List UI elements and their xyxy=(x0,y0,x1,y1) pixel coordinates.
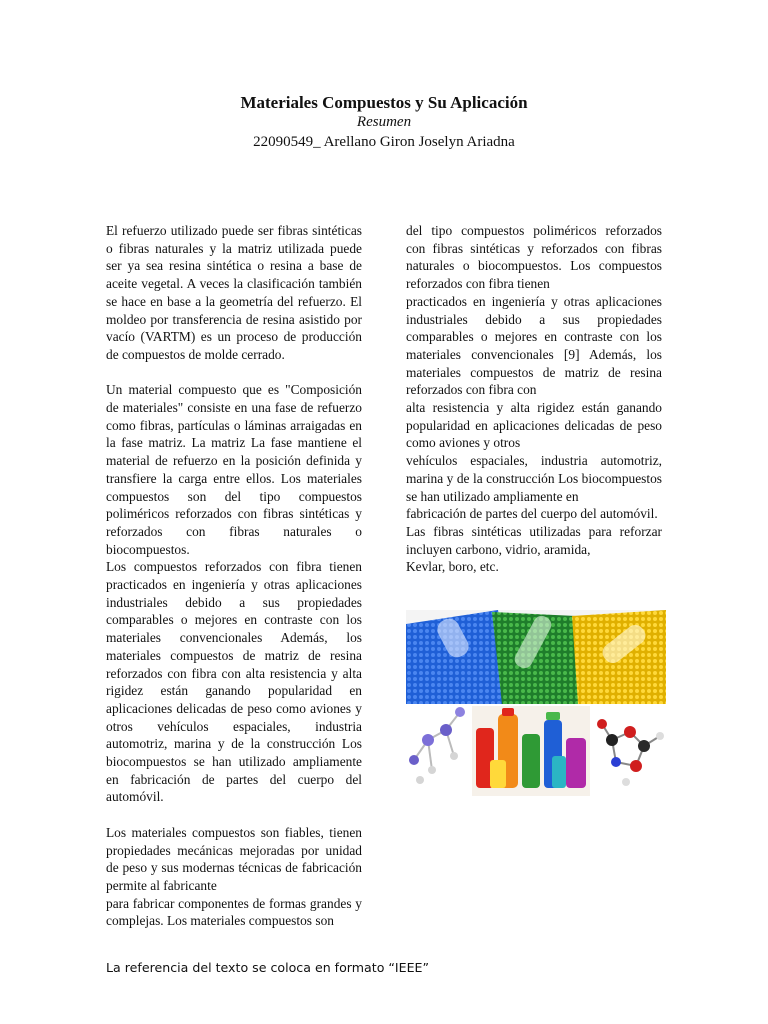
paragraph: practicados en ingeniería y otras aplicaciones industriales debido a sus propiedades comparables o mejores en contraste con los materiales convencionales [9] Además, los materiales compuestos de matriz de resina reforzados con fibra con xyxy=(406,293,662,398)
plastic-bottle xyxy=(490,760,506,788)
plastic-bottle xyxy=(522,734,540,788)
paragraph: Los materiales compuestos son fiables, tienen propiedades mecánicas mejoradas por unidad de peso y sus modernas técnicas de fabricación permite al fabricante xyxy=(106,824,362,893)
document-header xyxy=(0,92,768,152)
paragraph: Los compuestos reforzados con fibra tienen practicados en ingeniería y otras aplicaciones industriales debido a sus propiedades comparables o mejores en contraste con los materiales convencionales Además, los materiales compuestos de matriz de resina reforzados con fibra con alta resistencia y alta rigidez están ganando popularidad en aplicaciones delicadas de peso como aviones y otros vehículos espaciales, industria automotriz, marina y de la construcción Los biocompuestos se han utilizado ampliamente en fabricación de partes del cuerpo del automóvil. xyxy=(106,559,362,805)
plastic-bottle xyxy=(566,738,586,788)
left-column xyxy=(106,222,362,930)
paragraph-gap xyxy=(106,806,362,824)
materials-collage-image xyxy=(406,610,666,798)
author-line: 22090549_ Arellano Giron Joselyn Ariadna xyxy=(253,134,515,150)
right-column xyxy=(406,222,662,576)
paragraph: del tipo compuestos poliméricos reforzados con fibras sintéticas y reforzados con fibras naturales o biocompuestos. Los compuestos reforzados con fibra tienen xyxy=(406,223,662,292)
reference-note: La referencia del texto se coloca en formato “IEEE” xyxy=(106,960,430,975)
bottle-cap xyxy=(502,708,514,716)
paragraph: Las fibras sintéticas utilizadas para reforzar incluyen carbono, vidrio, aramida, xyxy=(406,523,662,557)
paragraph: El refuerzo utilizado puede ser fibras sintéticas o fibras naturales y la matriz utilizada puede ser ya sea resina sintética o resina a base de aceite vegetal. A veces la clasificación también se hace en base a la geometría del refuerzo. El moldeo por transferencia de resina asistido por vacío (VARTM) es un proceso de producción de compuestos de molde cerrado. xyxy=(106,223,362,362)
bottle-cap xyxy=(546,712,560,720)
paragraph: vehículos espaciales, industria automotriz, marina y de la construcción Los biocompuestos se han utilizado ampliamente en xyxy=(406,453,662,504)
paragraph: Un material compuesto que es "Composición de materiales" consiste en una fase de refuerzo como fibras, partículas o láminas arraigadas en la fase matriz. La matriz La fase mantiene el material de refuerzo en la posición definida y transfiere la carga entre ellos. Los materiales compuestos son del tipo compuestos poliméricos reforzados con fibras sintéticas y reforzados con fibras naturales o biocompuestos. xyxy=(106,382,362,557)
plastic-bottle xyxy=(552,756,566,788)
paragraph: fabricación de partes del cuerpo del automóvil. xyxy=(406,506,658,522)
paragraph: alta resistencia y alta rigidez están ganando popularidad en aplicaciones delicadas de peso como aviones y otros xyxy=(406,400,662,451)
paragraph: Kevlar, boro, etc. xyxy=(406,559,499,575)
document-title: Materiales Compuestos y Su Aplicación xyxy=(240,93,528,112)
collage-svg xyxy=(406,610,666,798)
document-subtitle: Resumen xyxy=(356,114,412,130)
paragraph-gap xyxy=(106,364,362,382)
paragraph: para fabricar componentes de formas grandes y complejas. Los materiales compuestos son xyxy=(106,895,362,929)
